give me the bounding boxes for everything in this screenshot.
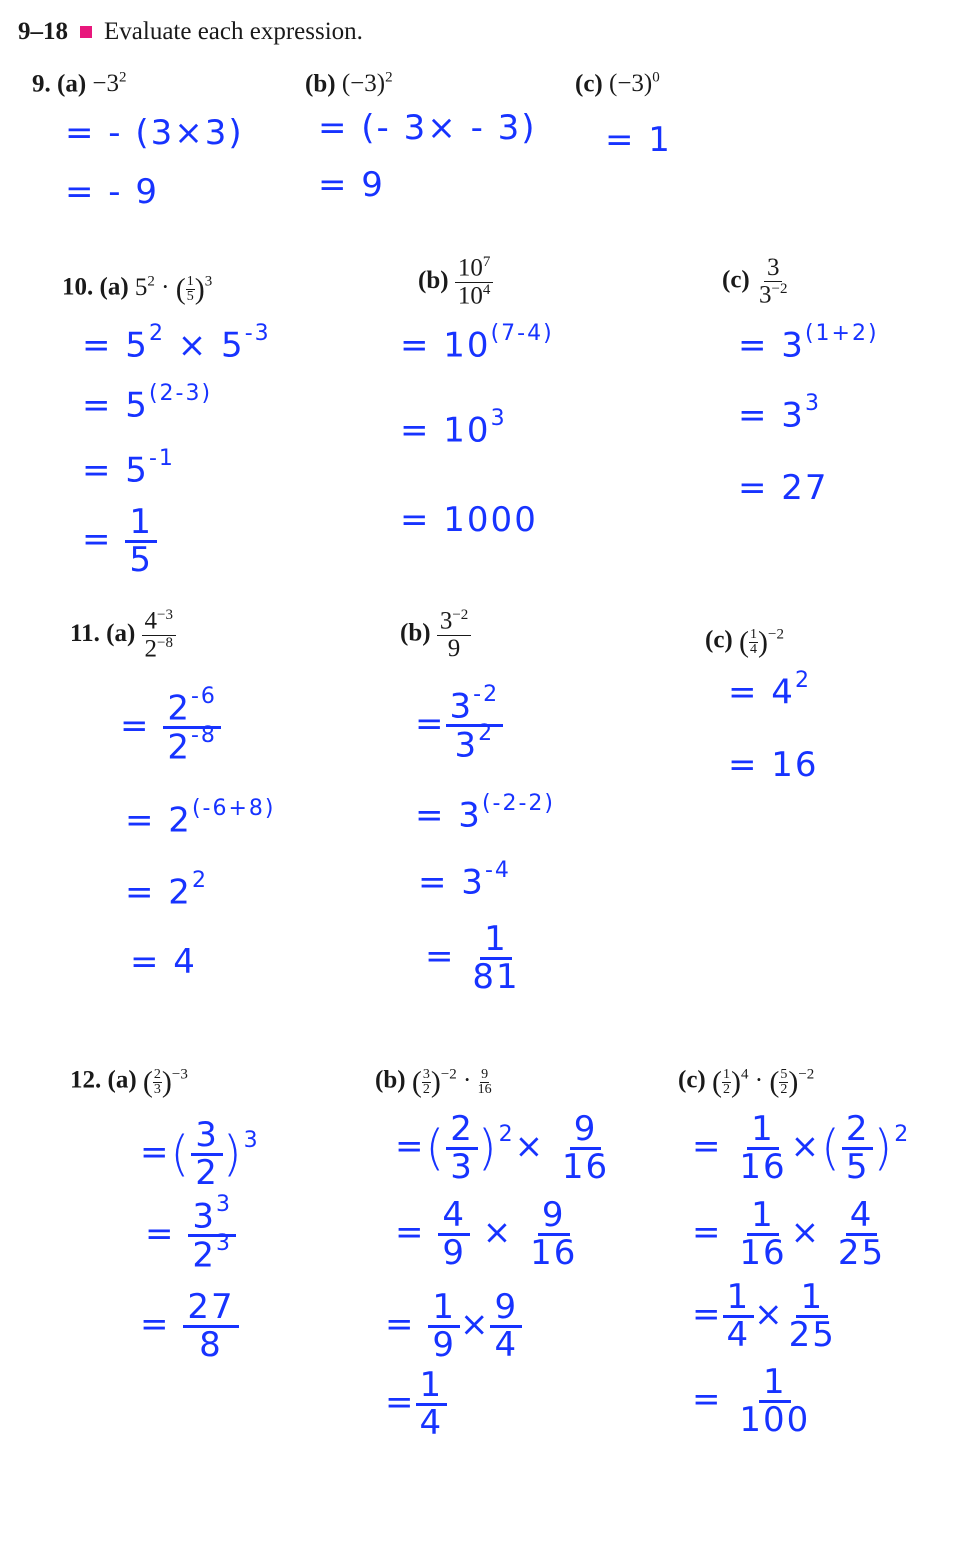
problem-9-c [575,70,660,98]
work-12a-line1: =( $\frac{3}{2}$ )$^3$ [140,1115,260,1193]
expression: ( $\frac{3}{2}$ )$^{-2}$ · $\frac{9}{16}$ [411,1065,492,1098]
part-label: (c) [678,1066,706,1094]
problem-12-a [70,1065,188,1099]
part-label: (c) [575,70,603,98]
part-label: (c) [705,626,733,654]
work-11b-line1: = $\frac{3^{-2}}{3^2}$ [415,688,503,763]
problem-9-a [32,70,127,98]
work-12a-line3: = $\frac{27}{8}$ [140,1290,239,1362]
part-label: (b) [400,619,431,647]
work-10a-line3: = $5^{-1}$ [82,446,175,491]
part-label: (b) [418,266,449,294]
part-label: (b) [305,70,336,98]
part-label: (c) [722,266,750,294]
part-label: (a) [57,70,87,98]
problem-number: 12. [70,1066,102,1094]
exercise-instruction: Evaluate each expression. [104,18,363,45]
work-12c-line4: = $\frac{1}{100}$ [692,1362,811,1440]
work-9a-line2: = - 9 [65,172,160,212]
work-11b-line2: = $3^{(-2-2)}$ [415,791,555,836]
expression: $5^2$ · ( $\frac{1}{5}$ )$^3$ [134,272,213,305]
work-12c-line2: = $\frac{1}{16}$ × $\frac{4}{25}$ [692,1195,886,1273]
problem-10-a [62,272,212,306]
expression: $(-3)^0$ [609,70,660,98]
work-10a-line4: = $\frac{1}{5}$ [82,505,157,577]
work-9b-line2: = 9 [318,165,385,205]
problem-10-c [722,255,790,309]
work-9b-line1: = (- 3× - 3) [318,108,537,148]
work-11a-line4: = 4 [130,942,197,982]
expression: $\frac{3^{-2}}{9}$ [437,608,471,662]
problem-number: 9. [32,70,51,98]
work-12c-line1: = $\frac{1}{16}$ ×( $\frac{2}{5}$ )$^2$ [692,1109,911,1187]
expression: $\frac{3}{3^{-2}}$ [759,254,788,309]
work-9c-line1: = 1 [605,120,672,160]
part-label: (b) [375,1066,406,1094]
work-10c-line2: = $3^3$ [738,391,821,436]
expression: $\frac{10^7}{10^4}$ [455,255,494,309]
expression: $-3^2$ [92,70,127,98]
work-11c-line1: = $4^2$ [728,668,811,713]
expression: $(-3)^2$ [341,70,393,98]
problem-number: 10. [62,273,94,301]
problem-11-b [400,608,471,662]
exercise-header [18,18,363,46]
work-11b-line4: = $\frac{1}{81}$ [425,919,520,997]
part-label: (a) [106,619,136,647]
problem-11-a [70,608,176,662]
work-12b-line4: = $\frac{1}{4}$ [385,1368,447,1440]
expression: ( $\frac{2}{3}$ )$^{-3}$ [142,1065,188,1098]
work-11c-line2: = 16 [728,745,819,785]
problem-12-c [678,1065,814,1099]
work-10b-line1: = $10^{(7-4)}$ [400,321,554,366]
problem-number: 11. [70,619,100,647]
problem-10-b [418,255,493,309]
problem-11-c [705,625,784,659]
work-10a-line1: = $5^2 \times 5^{-3}$ [82,321,271,366]
exercise-range: 9–18 [18,18,68,45]
square-bullet-icon [80,26,92,38]
part-label: (a) [99,273,129,301]
work-11b-line3: = $3^{-4}$ [418,858,511,903]
work-10a-line2: = $5^{(2-3)}$ [82,381,213,426]
expression: ( $\frac{1}{2}$ )$^4$ · ( $\frac{5}{2}$ )$^{-2}$ [712,1065,815,1098]
part-label: (a) [107,1066,137,1094]
work-12b-line3: = $\frac{1}{9}$ × $\frac{9}{4}$ [385,1290,522,1362]
work-12b-line1: =( $\frac{2}{3}$ )$^2$× $\frac{9}{16}$ [395,1109,610,1187]
work-10b-line3: = 1000 [400,500,538,540]
work-10c-line1: = $3^{(1+2)}$ [738,321,879,366]
work-10c-line3: = 27 [738,468,829,508]
work-11a-line3: = $2^2$ [125,868,208,913]
work-11a-line1: = $\frac{2^{-6}}{2^{-8}}$ [120,690,221,765]
expression: $\frac{4^{-3}}{2^{-8}}$ [142,608,176,662]
work-9a-line1: = - (3×3) [65,113,244,153]
work-12a-line2: = $\frac{3^3}{2^3}$ [145,1198,236,1273]
problem-12-b [375,1065,492,1099]
problem-9-b [305,70,393,98]
work-12c-line3: = $\frac{1}{4}$ × $\frac{1}{25}$ [692,1277,836,1355]
work-11a-line2: = $2^{(-6+8)}$ [125,796,276,841]
work-10b-line2: = $10^3$ [400,406,507,451]
work-12b-line2: = $\frac{4}{9}$ × $\frac{9}{16}$ [395,1195,578,1273]
expression: ( $\frac{1}{4}$ )$^{-2}$ [739,625,784,658]
